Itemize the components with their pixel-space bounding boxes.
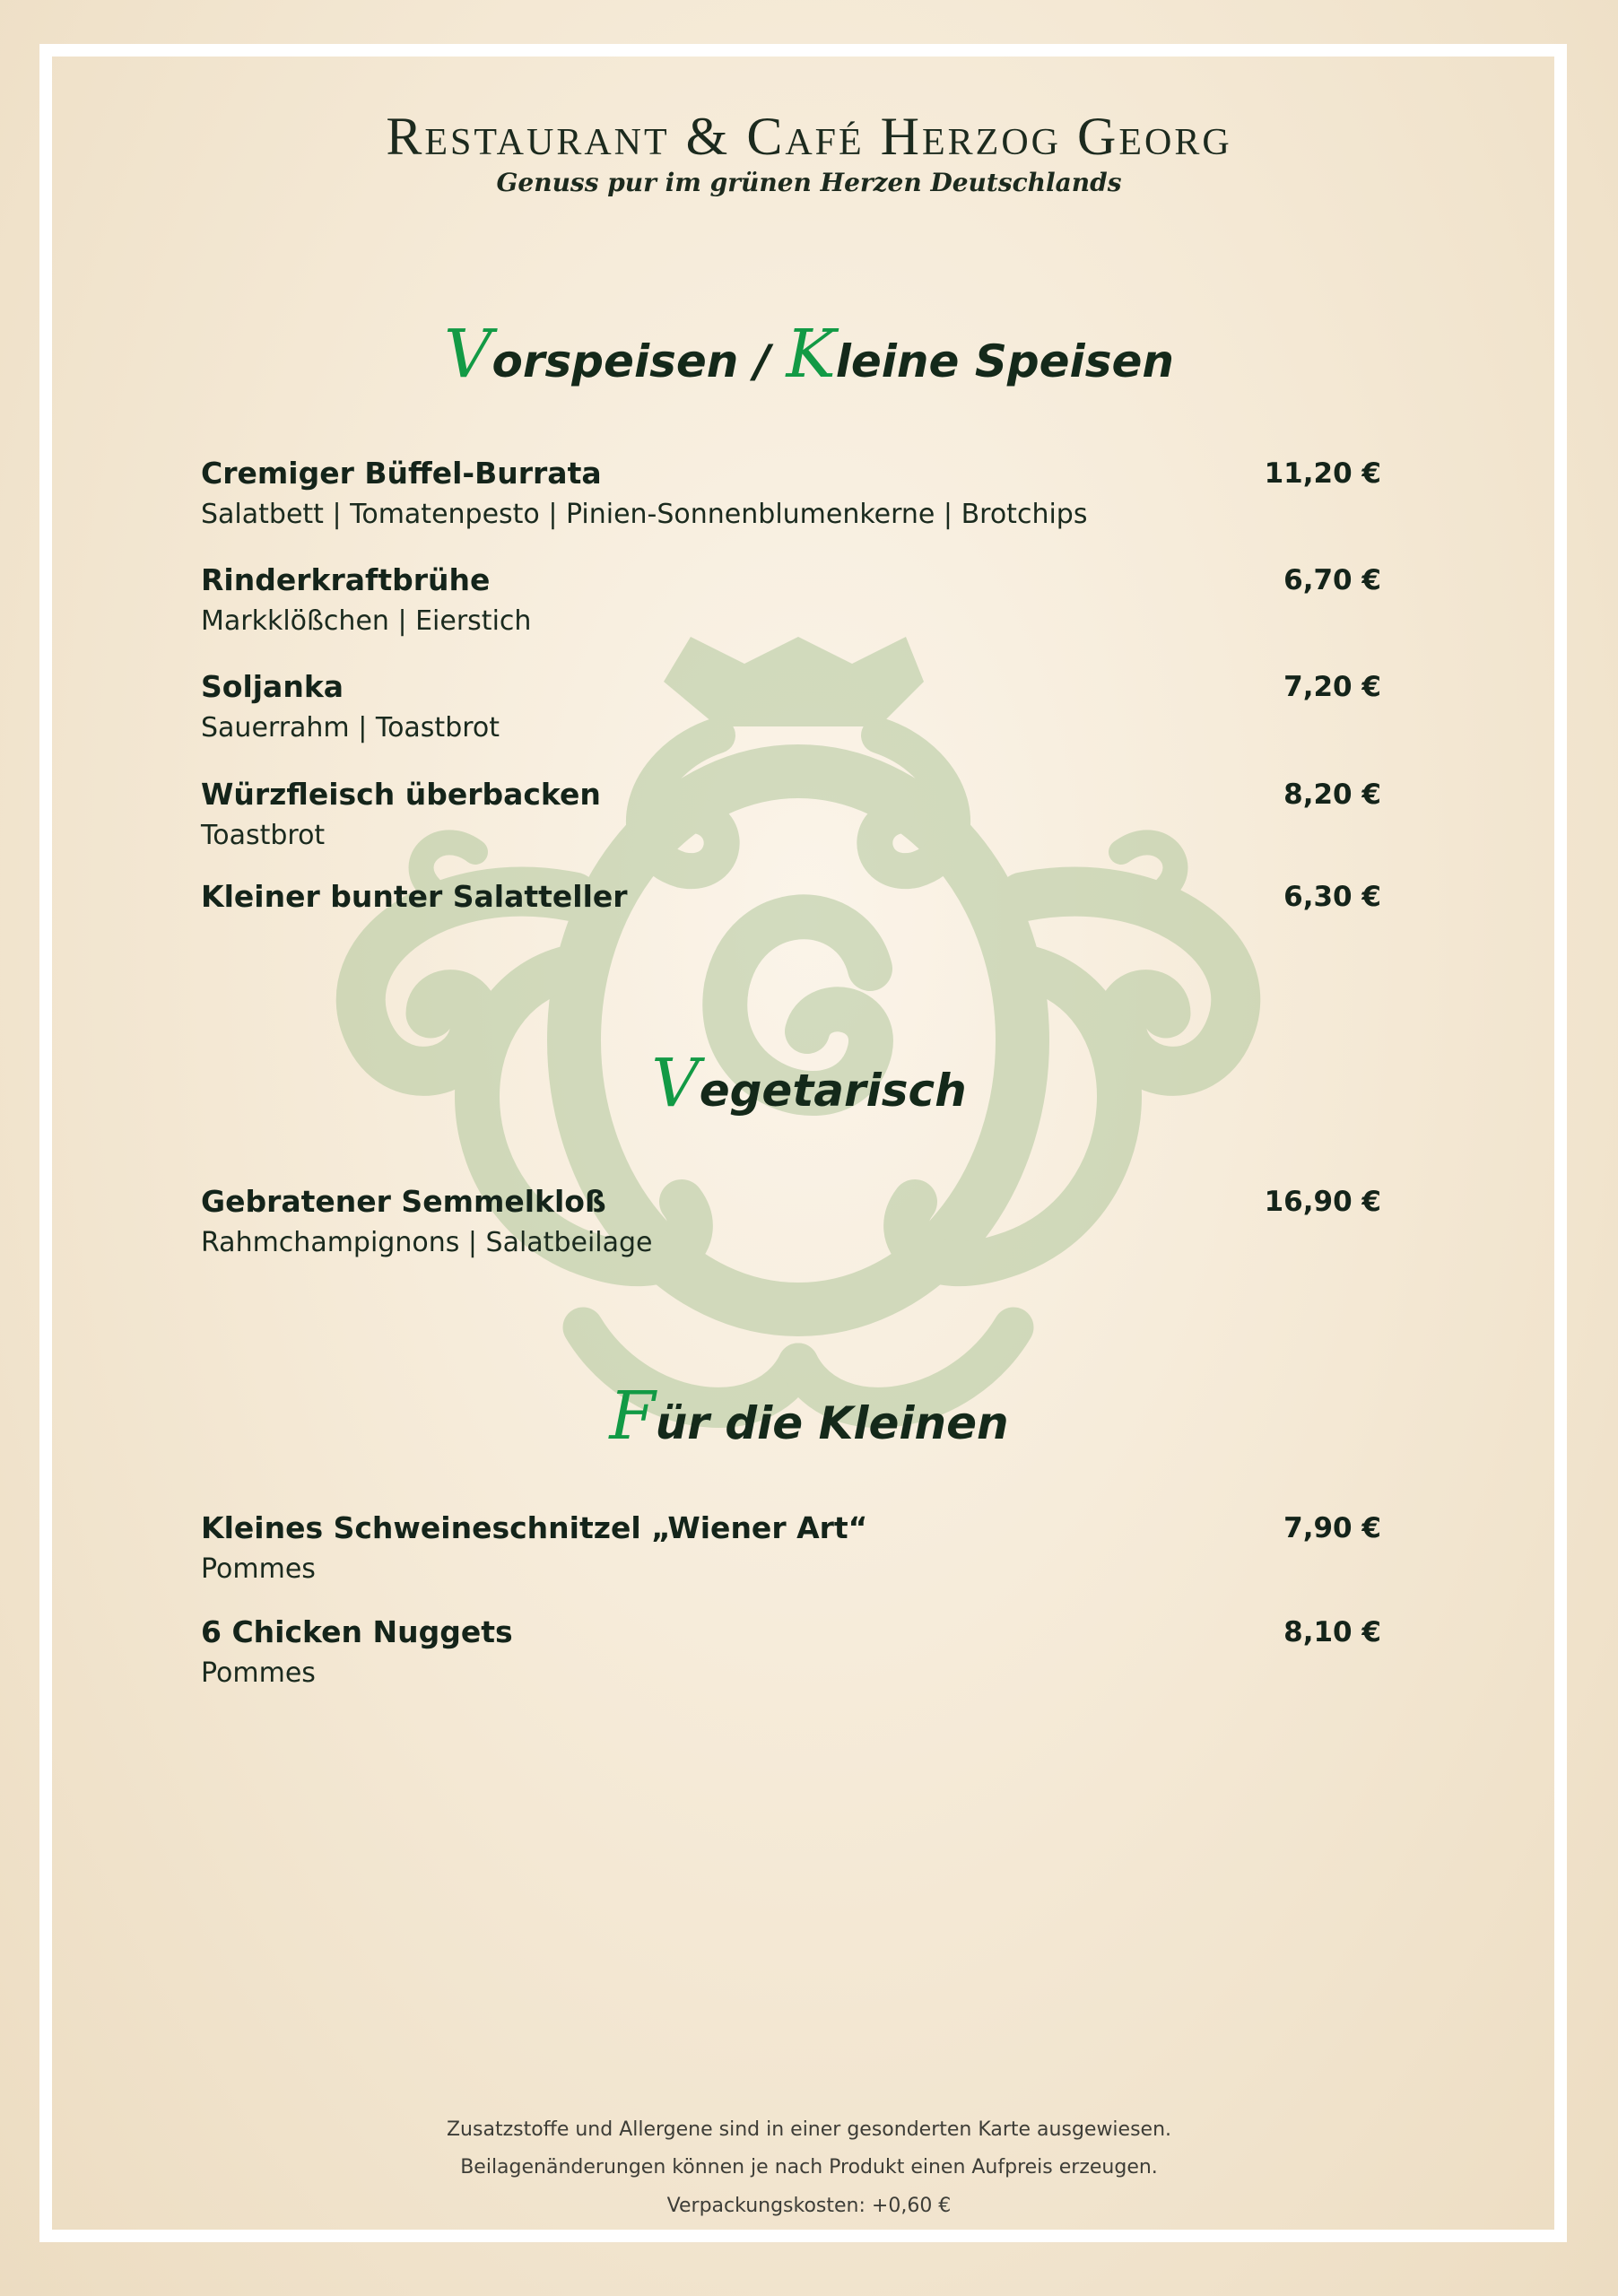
- menu-item: [201, 1509, 1381, 1591]
- item-name: Rinderkraftbrühe: [201, 562, 491, 597]
- item-name: Kleiner bunter Salatteller: [201, 879, 628, 914]
- section-title-text: leine Speisen: [835, 335, 1174, 387]
- section-initial: K: [786, 316, 836, 393]
- menu-item: [201, 877, 1381, 917]
- item-price: 16,90 €: [1264, 1186, 1381, 1218]
- item-name: Gebratener Semmelkloß: [201, 1184, 606, 1219]
- menu-item: [201, 1613, 1381, 1695]
- section-title-text: ür die Kleinen: [655, 1397, 1009, 1449]
- item-price: 8,20 €: [1283, 778, 1381, 811]
- menu-item: [201, 1182, 1381, 1265]
- item-name: Würzfleisch überbacken: [201, 777, 601, 812]
- footer-packaging-cost: Verpackungskosten: +0,60 €: [666, 2195, 952, 2217]
- item-description: Salatbett | Tomatenpesto | Pinien-Sonnenblumenkerne | Brotchips: [201, 499, 1088, 530]
- restaurant-title: Restaurant & Café Herzog Georg: [386, 107, 1232, 166]
- restaurant-tagline: Genuss pur im grünen Herzen Deutschlands: [496, 168, 1122, 197]
- section-initial: V: [651, 1045, 700, 1122]
- section-title-text: orspeisen /: [491, 335, 787, 387]
- item-name: Soljanka: [201, 669, 344, 704]
- item-description: Toastbrot: [201, 820, 326, 851]
- item-name: Kleines Schweineschnitzel „Wiener Art“: [201, 1510, 868, 1545]
- item-description: Markklößchen | Eierstich: [201, 605, 532, 637]
- item-price: 6,70 €: [1283, 564, 1381, 596]
- item-description: Pommes: [201, 1657, 316, 1689]
- section-initial: F: [609, 1378, 656, 1455]
- menu-item: [201, 667, 1381, 750]
- item-price: 11,20 €: [1264, 457, 1381, 490]
- item-description: Pommes: [201, 1553, 316, 1585]
- item-price: 7,20 €: [1283, 671, 1381, 703]
- item-price: 7,90 €: [1283, 1512, 1381, 1544]
- section-title-vegetarisch: [0, 1045, 1618, 1122]
- item-description: Sauerrahm | Toastbrot: [201, 712, 500, 744]
- section-title-kinder: [0, 1378, 1618, 1455]
- item-description: Rahmchampignons | Salatbeilage: [201, 1227, 653, 1258]
- item-price: 6,30 €: [1283, 881, 1381, 913]
- section-title-vorspeisen: [0, 316, 1618, 393]
- footer-allergen-note: Zusatzstoffe und Allergene sind in einer gesonderten Karte ausgewiesen.: [446, 2118, 1172, 2141]
- menu-item: [201, 454, 1381, 536]
- item-price: 8,10 €: [1283, 1616, 1381, 1648]
- item-name: 6 Chicken Nuggets: [201, 1614, 513, 1649]
- menu-item: [201, 561, 1381, 643]
- menu-item: [201, 775, 1381, 857]
- section-initial: V: [444, 316, 492, 393]
- item-name: Cremiger Büffel-Burrata: [201, 456, 602, 491]
- section-title-text: egetarisch: [699, 1065, 967, 1117]
- footer-sides-note: Beilagenänderungen können je nach Produkt einen Aufpreis erzeugen.: [460, 2156, 1158, 2179]
